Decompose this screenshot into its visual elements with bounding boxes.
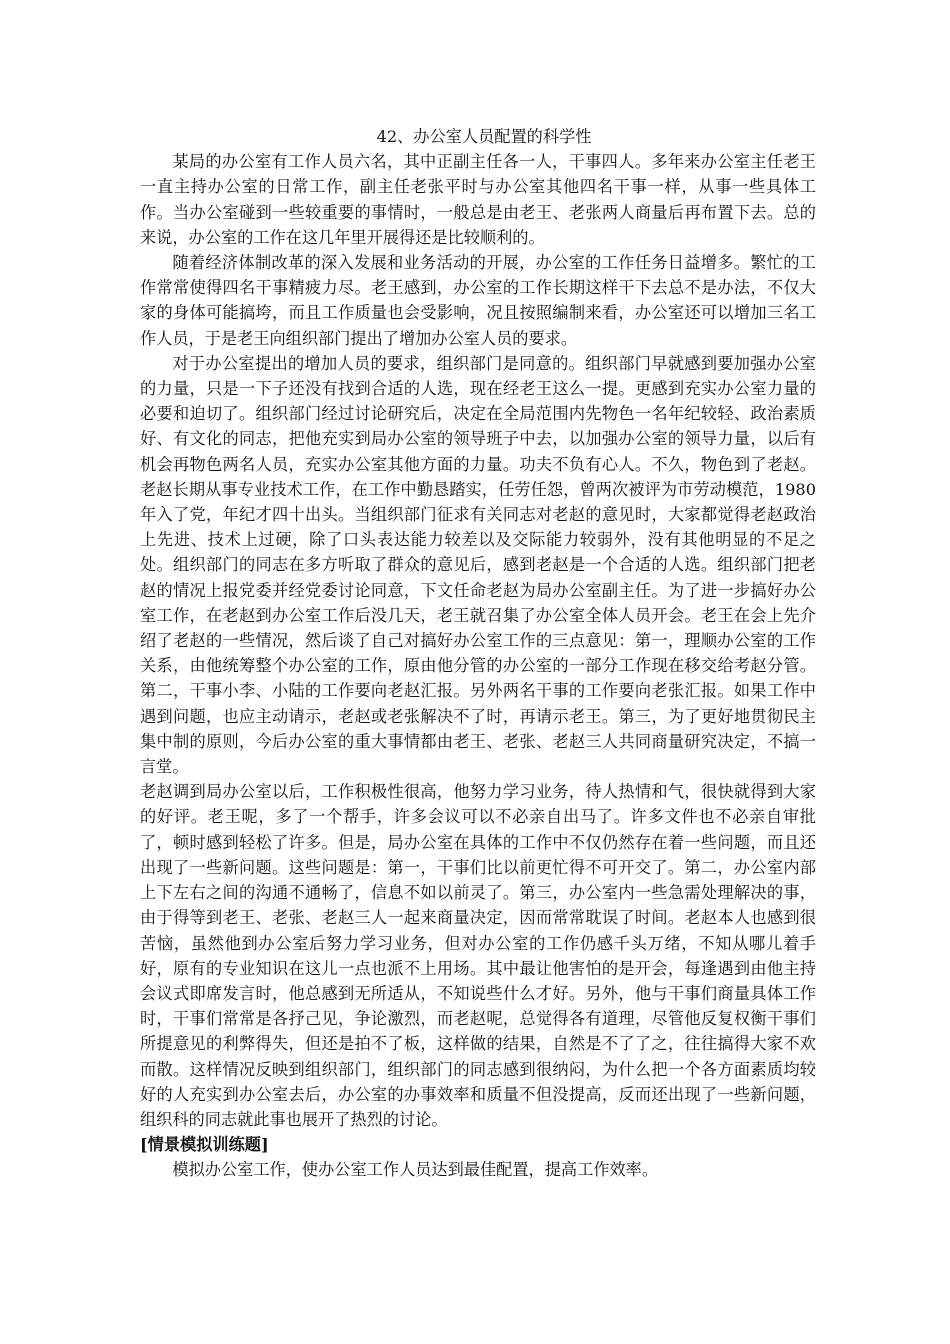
paragraph-1: 某局的办公室有工作人员六名，其中正副主任各一人，干事四人。多年来办公室主任老王一直主持办公室的日常工作，副主任老张平时与办公室其他四名干事一样，从事一些具体工作。当办公室碰到一些较重要的事情时，一般总是由老王、老张两人商量后再布置下去。总的来说，办公室的工作在这几年里开展得还是比较顺利的。 xyxy=(140,152,816,247)
document-page xyxy=(140,124,816,1183)
exercise-heading: [情景模拟训练题] xyxy=(140,1135,269,1155)
paragraph-3: 对于办公室提出的增加人员的要求，组织部门是同意的。组织部门早就感到要加强办公室的力量，只是一下子还没有找到合适的人选，现在经老王这么一提。更感到充实办公室力量的必要和迫切了。组织部门经过讨论研究后，决定在全局范围内先物色一名年纪较轻、政治素质好、有文化的同志，把他充实到局办公室的领导班子中去，以加强办公室的领导力量，以后有机会再物色两名人员，充实办公室其他方面的力量。功夫不负有心人。不久，物色到了老赵。老赵长期从事专业技术工作，在工作中勤恳踏实，任劳任怨，曾两次被评为市劳动模范，1980 年入了党，年纪才四十出头。当组织部门征求有关同志对老赵的意见时，大家都觉得老赵政治上先进、技术上过硬，除了口头表达能力较差以及交际能力较弱外，没有其他明显的不足之处。组织部门的同志在多方听取了群众的意见后，感到老赵是一个合适的人选。组织部门把老赵的情况上报党委并经党委讨论同意，下文任命老赵为局办公室副主任。为了进一步搞好办公室工作，在老赵到办公室工作后没几天，老王就召集了办公室全体人员开会。老王在会上先介绍了老赵的一些情况，然后谈了自己对搞好办公室工作的三点意见：第一，理顺办公室的工作关系，由他统筹整个办公室的工作，原由他分管的办公室的一部分工作现在移交给考赵分管。第二，干事小李、小陆的工作要向老赵汇报。另外两名干事的工作要向老张汇报。如果工作中遇到问题，也应主动请示，老赵或老张解决不了时，再请示老王。第三，为了更好地贯彻民主集中制的原则，今后办公室的重大事情都由老王、老张、老赵三人共同商量研究决定，不搞一言堂。 xyxy=(140,353,816,777)
document-title: 42、办公室人员配置的科学性 xyxy=(376,127,592,146)
paragraph-4: 老赵调到局办公室以后，工作积极性很高，他努力学习业务，待人热情和气，很快就得到大家的好评。老王呢，多了一个帮手，许多会议可以不必亲自出马了。许多文件也不必亲自审批了，顿时感到轻松了许多。但是，局办公室在具体的工作中不仅仍然存在着一些问题，而且还出现了一些新问题。这些问题是：第一，干事们比以前更忙得不可开交了。第二，办公室内部上下左右之间的沟通不通畅了，信息不如以前灵了。第三，办公室内一些急需处理解决的事，由于得等到老王、老张、老赵三人一起来商量决定，因而常常耽误了时间。老赵本人也感到很苦恼，虽然他到办公室后努力学习业务，但对办公室的工作仍感千头万绪，不知从哪儿着手好，原有的专业知识在这儿一点也派不上用场。其中最让他害怕的是开会，每逢遇到由他主持会议式即席发言时，他总感到无所适从，不知说些什么才好。另外，他与干事们商量具体工作时，干事们常常是各抒己见，争论激烈，而老赵呢，总觉得各有道理，尽管他反复权衡干事们所提意见的利弊得失，但还是拍不了板，这样做的结果，自然是不了了之，往往搞得大家不欢而散。这样情况反映到组织部门，组织部门的同志感到很纳闷，为什么把一个各方面素质均较好的人充实到办公室去后，办公室的办事效率和质量不但没提高，反而还出现了一些新问题，组织科的同志就此事也展开了热烈的讨论。 xyxy=(140,782,816,1129)
paragraph-2: 随着经济体制改革的深入发展和业务活动的开展，办公室的工作任务日益增多。繁忙的工作常常使得四名干事精疲力尽。老王感到，办公室的工作长期这样干下去总不是办法，不仅大家的身体可能搞垮，而且工作质量也会受影响，况且按照编制来看，办公室还可以增加三名工作人员，于是老王向组织部门提出了增加办公室人员的要求。 xyxy=(140,253,816,348)
exercise-text: 模拟办公室工作，使办公室工作人员达到最佳配置，提高工作效率。 xyxy=(172,1160,659,1180)
